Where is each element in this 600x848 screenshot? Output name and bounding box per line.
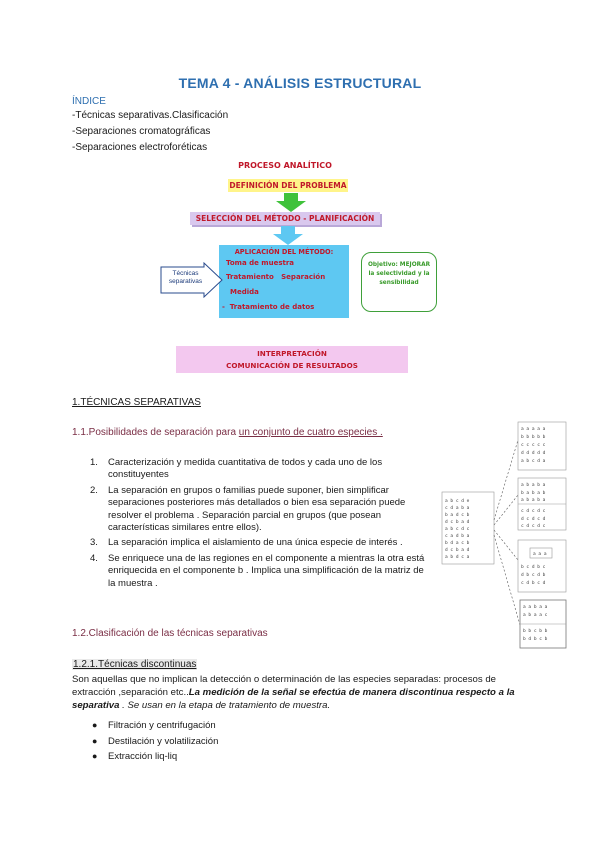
paragraph-text: Son aquellas que no implican la detección o determinación de las especies separadas: procesos de extracción ,separación etc.. [72,674,496,698]
svg-text:a b a a c: a b a a c [523,613,548,618]
blue-arrow-icon [273,226,303,246]
list-item: 2. La separación en grupos o familias puede suponer, bien simplificar separaciones posteriores más detallados o bien esa separación puede resolver el problema . Separación parcial en grupos (que posean características similares entre ellos). [90,484,406,534]
svg-text:d c d c d: d c d c d [521,517,546,522]
svg-text:b d a c b: b d a c b [445,541,470,546]
svg-text:b b c b b: b b c b b [523,629,548,634]
diagram-step-interpretation [176,346,408,373]
svg-text:c d c d c: c d c d c [521,524,546,529]
index-item: -Técnicas separativas.Clasificación [72,110,229,121]
numbered-list [90,457,428,590]
techniques-label: Técnicas separativas [168,270,203,285]
svg-text:d b c d b: d b c d b [521,573,546,578]
svg-text:b a d c b: b a d c b [445,513,470,518]
objective-text: Objetivo: MEJORAR la selectividad y la sensibilidad [367,262,431,286]
svg-text:a a a a a: a a a a a [521,427,546,432]
green-arrow-icon [276,193,306,213]
svg-text:a b d c a: a b d c a [445,555,470,560]
svg-text:b b b b b: b b b b b [521,435,546,440]
svg-text:a b c d a: a b c d a [521,459,546,464]
list-item: 4. Se enriquece una de las regiones en el componente a mientras la otra está enriquecida en el componente b . Implica una simplificación de la matriz de la muestra . [90,552,425,589]
index-item: -Separaciones cromatográficas [72,126,211,137]
interpretation-line: INTERPRETACIÓN [257,349,327,358]
paragraph [72,673,532,712]
svg-text:b a b a b: b a b a b [521,491,546,496]
subsection-heading [72,427,383,438]
svg-text:b d b c b: b d b c b [523,637,548,642]
bullet-list [92,718,408,765]
section-heading: 1.TÉCNICAS SEPARATIVAS [72,397,201,408]
svg-text:c c c c c: c c c c c [521,443,546,448]
sub-subsection-heading: 1.2.1.Técnicas discontinuas [73,659,197,670]
paragraph-italic: . Se usan en la etapa de tratamiento de muestra. [119,700,331,711]
svg-text:a b c d c: a b c d c [445,527,470,532]
svg-text:c d b c d: c d b c d [521,581,546,586]
svg-text:a a b a a: a a b a a [523,605,548,610]
svg-text:a a a: a a a [533,552,547,557]
svg-text:a b c d e: a b c d e [445,499,470,504]
list-item: 1. Caracterización y medida cuantitativa de todos y cada uno de los constituyentes [90,457,383,481]
application-item: Toma de muestra [226,259,295,267]
svg-text:d d d d d: d d d d d [521,451,546,456]
objective-box [361,252,437,312]
diagram-step-method: SELECCIÓN DEL MÉTODO - PLANIFICACIÓN [190,212,380,225]
svg-text:c d c d c: c d c d c [521,509,546,514]
index-heading: ÍNDICE [72,96,106,107]
bullet-item: ● Extracción liq-liq [108,749,408,765]
paragraph-bold: La medición de la señal se efectúa de manera discontinua respecto a la separativa [72,687,515,711]
application-title: APLICACIÓN DEL MÉTODO: [234,248,334,256]
subsection-prefix: 1.1.Posibilidades de separación para [72,427,239,438]
bullet-icon: ● [92,735,98,746]
diagram-step-definition: DEFINICIÓN DEL PROBLEMA [229,181,347,190]
bullet-icon: ● [92,720,98,730]
svg-text:d c b a d: d c b a d [445,548,470,553]
svg-text:d c b a d: d c b a d [445,520,470,525]
communication-line: COMUNICACIÓN DE RESULTADOS [226,361,358,370]
bullet-icon: ● [92,751,98,761]
subsection-heading: 1.2.Clasificación de las técnicas separativas [72,628,268,639]
svg-text:a b a b a: a b a b a [521,483,546,488]
diagram-heading: PROCESO ANALÍTICO [238,161,332,170]
application-item: Medida [230,288,259,296]
bullet-item: ● Filtración y centrifugación [108,718,408,734]
svg-text:c a d b a: c a d b a [445,534,470,539]
diagram-step-application [219,245,349,318]
separation-figure [440,420,570,650]
subsection-underlined: un conjunto de cuatro especies . [238,427,383,438]
svg-text:a b a b a: a b a b a [521,498,546,503]
svg-text:b c d b c: b c d b c [521,565,546,570]
application-item: - Tratamiento de datos [222,303,315,311]
application-item: Tratamiento Separación [226,273,326,281]
index-item: -Separaciones electroforéticas [72,142,208,153]
list-item: 3. La separación implica el aislamiento de una única especie de interés . [90,537,403,549]
bullet-item: ● Destilación y volatilización [108,734,408,750]
page-title: TEMA 4 - ANÁLISIS ESTRUCTURAL [178,75,422,91]
svg-text:c d a b a: c d a b a [445,506,470,511]
